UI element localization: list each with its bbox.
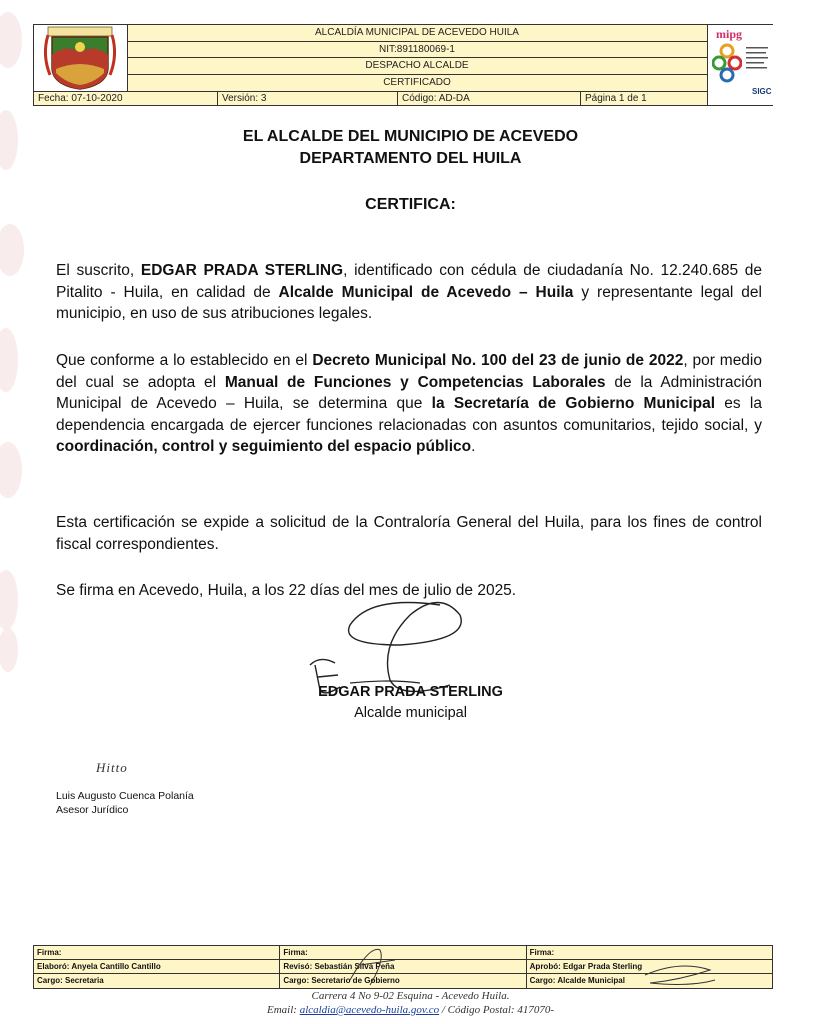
text-run: y representante legal del municipio, en uso de sus atribuciones legales.: [56, 283, 762, 322]
prepared-by: Elaboró: Anyela Cantillo Cantillo: [34, 960, 279, 974]
text-run: , identificado con cédula de ciudadanía No. 12.240.685 de Pitalito - Huila, en calidad de: [56, 262, 762, 301]
postal-code: / Código Postal: 417070-: [439, 1004, 555, 1016]
bold-text-run: EDGAR PRADA STERLING: [140, 262, 344, 279]
firma-label: Firma:: [527, 946, 772, 960]
header-office: DESPACHO ALCALDE: [127, 58, 707, 75]
approver-signature: [640, 955, 720, 990]
logo-fine-print: [746, 45, 770, 75]
paragraph-purpose: Esta certificación se expide a solicitud de la Contraloría General del Huila, para los fines de control fiscal correspondientes.: [56, 514, 762, 553]
email-label: Email:: [266, 1004, 300, 1016]
header-nit: NIT:891180069-1: [127, 42, 707, 59]
mipg-sigc-logo: [707, 25, 774, 105]
reviewer-signature: [340, 940, 420, 990]
approval-col-prepared: [34, 946, 280, 988]
text-run: de la Administración Municipal de Acevedo – Huila, se determina que: [56, 373, 762, 412]
bold-text-run: coordinación, control y seguimiento del espacio público: [56, 438, 472, 455]
header-doc-type: CERTIFICADO: [383, 76, 451, 88]
text-run: .: [471, 438, 476, 455]
header-meta: [34, 91, 707, 106]
municipal-shield-logo: [34, 25, 128, 91]
paragraph-signing-date: Se firma en Acevedo, Huila, a los 22 días del mes de julio de 2025.: [56, 582, 517, 599]
reviewed-role: Cargo: Secretario de Gobierno: [283, 976, 400, 985]
bold-text-run: Manual de Funciones y Competencias Laborales: [224, 373, 606, 391]
reviewed-by: Revisó: Sebastián Silva Peña: [280, 960, 525, 974]
paragraph-decree: [56, 350, 762, 458]
header-code: Código: AD-DA: [398, 92, 581, 106]
header-date: Fecha: 07-10-2020: [34, 92, 218, 106]
advisor-name: Luis Augusto Cuenca Polanía: [56, 790, 194, 802]
header-info: [127, 25, 707, 91]
title-line-1: EL ALCALDE DEL MUNICIPIO DE ACEVEDO: [242, 128, 579, 145]
footer-contact: [0, 1004, 821, 1016]
text-run: El suscrito,: [56, 262, 141, 279]
email-link[interactable]: alcaldia@acevedo-huila.gov.co: [299, 1004, 440, 1016]
header-page: Página 1 de 1: [585, 93, 647, 104]
text-run: es la dependencia encargada de ejercer funciones relacionadas con asuntos comunitarios, tejido social, y: [56, 395, 762, 434]
title-line-2: DEPARTAMENTO DEL HUILA: [299, 150, 522, 167]
firma-label: Firma:: [280, 946, 525, 960]
mipg-brand: mipg: [716, 27, 743, 41]
header-version: Versión: 3: [218, 92, 398, 106]
bold-text-run: Decreto Municipal No. 100 del 23 de junio de 2022: [312, 352, 684, 369]
advisor-initials: Hitto: [96, 760, 128, 775]
approved-by: Aprobó: Edgar Prada Sterling: [527, 960, 772, 974]
paragraph-identification: [56, 260, 762, 325]
bold-text-run: Alcalde Municipal de Acevedo – Huila: [278, 283, 574, 301]
signer-name: EDGAR PRADA STERLING: [318, 684, 503, 700]
prepared-role: Cargo: Secretaria: [37, 976, 104, 985]
text-run: Que conforme a lo establecido en el: [56, 352, 313, 369]
text-run: , por medio del cual se adopta el: [56, 352, 762, 391]
certifica-heading: CERTIFICA:: [365, 196, 456, 213]
header-org: ALCALDÍA MUNICIPAL DE ACEVEDO HUILA: [127, 25, 707, 42]
advisor-role: Asesor Jurídico: [56, 804, 129, 816]
footer-address: Carrera 4 No 9-02 Esquina - Acevedo Huila.: [311, 990, 510, 1002]
approved-role: Cargo: Alcalde Municipal: [529, 976, 625, 985]
sigc-emblem-icon: [712, 43, 742, 83]
bold-text-run: la Secretaría de Gobierno Municipal: [431, 395, 716, 412]
firma-label: Firma:: [34, 946, 279, 960]
document-header: [33, 24, 773, 106]
sigc-label: SIGC: [752, 87, 772, 96]
signer-role: Alcalde municipal: [354, 705, 467, 721]
